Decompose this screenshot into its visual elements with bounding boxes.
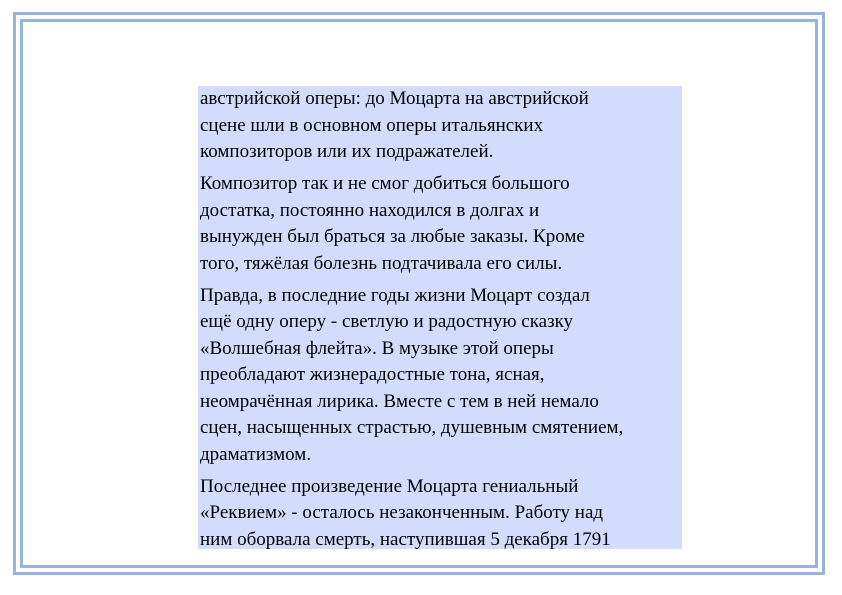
text-line: «Реквием» - осталось незаконченным. Работу над [200, 502, 604, 523]
text-line: «Волшебная флейта». В музыке этой оперы [200, 337, 554, 359]
text-line: Последнее произведение Моцарта гениальный [200, 475, 579, 497]
text-line: достатка, постоянно находился в долгах и [200, 199, 540, 221]
text-line: неомрачённая лирика. Вместе с тем в ней немало [200, 390, 599, 412]
paragraph-3 [200, 283, 682, 469]
text-line: Композитор так и не смог добиться большого [200, 173, 570, 194]
text-line: преобладают жизнерадостные тона, ясная, [200, 364, 545, 385]
text-line: того, тяжёлая болезнь подтачивала его силы. [200, 252, 563, 274]
slide-text-block [198, 86, 682, 549]
text-line: вынужден был браться за любые заказы. Кроме [200, 226, 585, 247]
text-line: драматизмом. [200, 443, 312, 465]
text-line: ним оборвала смерть, наступившая 5 декабря 1791 [200, 528, 611, 550]
text-line: сцен, насыщенных страстью, душевным смятением, [200, 417, 624, 438]
text-line: Правда, в последние годы жизни Моцарт создал [200, 284, 590, 306]
paragraph-1 [200, 86, 682, 166]
paragraph-4 [200, 474, 682, 554]
paragraph-2 [200, 171, 682, 277]
text-line: австрийской оперы: до Моцарта на австрийской [200, 88, 589, 109]
text-line: композиторов или их подражателей. [200, 141, 494, 162]
text-line: ещё одну оперу - светлую и радостную сказку [200, 311, 574, 332]
text-line: сцене шли в основном оперы итальянских [200, 114, 544, 136]
